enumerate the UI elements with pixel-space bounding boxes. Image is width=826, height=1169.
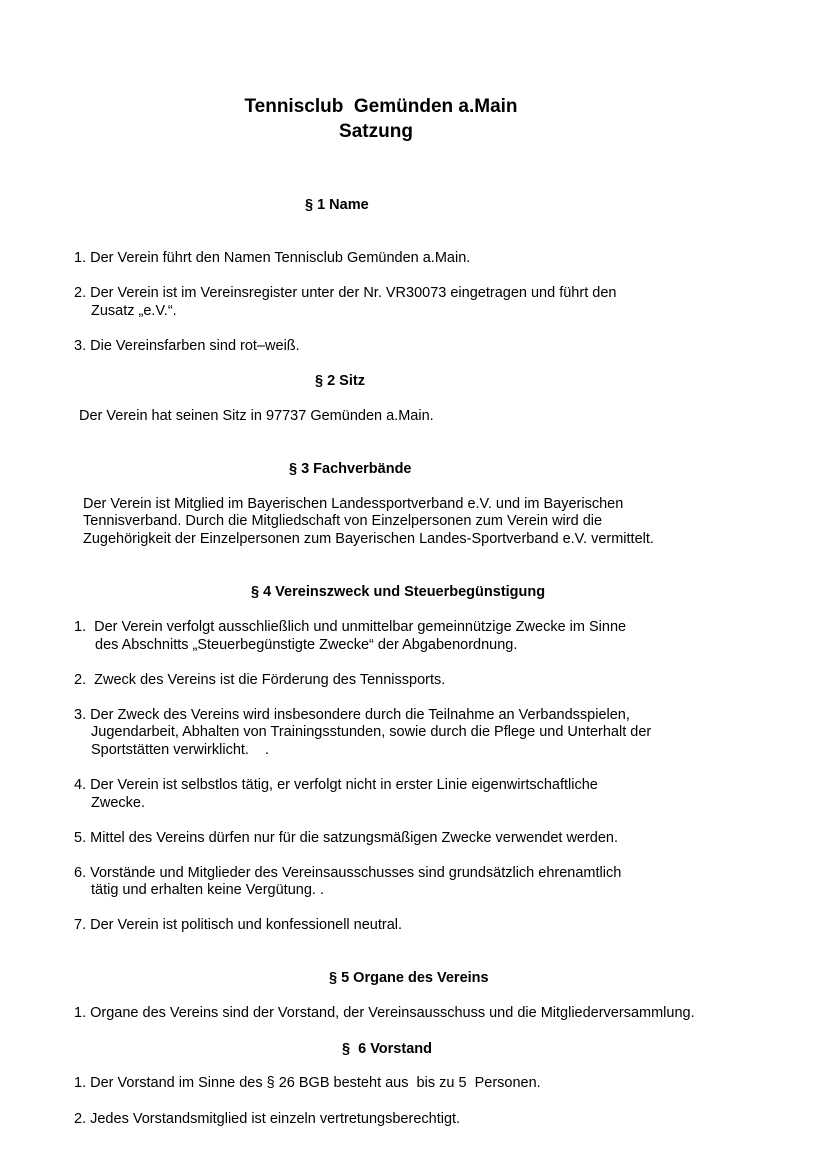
list-item: 3. Der Zweck des Vereins wird insbesondere durch die Teilnahme an Verbandsspielen, (74, 707, 630, 723)
list-item: 2. Jedes Vorstandsmitglied ist einzeln vertretungsberechtigt. (74, 1111, 461, 1127)
document-subtitle: Satzung (339, 121, 413, 142)
section-heading-5: § 5 Organe des Vereins (329, 970, 489, 986)
list-item-continuation: Zusatz „e.V.“. (91, 303, 177, 319)
list-item: 6. Vorstände und Mitglieder des Vereinsausschusses sind grundsätzlich ehrenamtlich (74, 865, 622, 881)
paragraph-line: Zugehörigkeit der Einzelpersonen zum Bayerischen Landes-Sportverband e.V. vermittelt. (83, 531, 654, 547)
list-item: 5. Mittel des Vereins dürfen nur für die satzungsmäßigen Zwecke verwendet werden. (74, 830, 619, 846)
section-heading-6: § 6 Vorstand (342, 1041, 432, 1057)
paragraph-line: Tennisverband. Durch die Mitgliedschaft von Einzelpersonen zum Verein wird die (83, 513, 603, 529)
list-item: 2. Zweck des Vereins ist die Förderung des Tennissports. (74, 672, 446, 688)
list-item-continuation: tätig und erhalten keine Vergütung. . (91, 882, 324, 898)
list-item: 1. Der Verein führt den Namen Tennisclub Gemünden a.Main. (74, 250, 471, 266)
list-item: 1. Der Vorstand im Sinne des § 26 BGB besteht aus bis zu 5 Personen. (74, 1075, 541, 1091)
list-item: 1. Der Verein verfolgt ausschließlich und unmittelbar gemeinnützige Zwecke im Sinne (74, 619, 627, 635)
section-heading-1: § 1 Name (305, 197, 369, 213)
section-heading-3: § 3 Fachverbände (289, 461, 412, 477)
list-item-continuation: Sportstätten verwirklicht. . (91, 742, 270, 758)
list-item: 7. Der Verein ist politisch und konfessionell neutral. (74, 917, 403, 933)
list-item-continuation: Jugendarbeit, Abhalten von Trainingsstunden, sowie durch die Pflege und Unterhalt der (91, 724, 652, 740)
paragraph: Der Verein hat seinen Sitz in 97737 Gemünden a.Main. (79, 408, 434, 424)
list-item-continuation: Zwecke. (91, 795, 145, 811)
list-item: 1. Organe des Vereins sind der Vorstand, der Vereinsausschuss und die Mitgliederversammlung. (74, 1005, 695, 1021)
paragraph-line: Der Verein ist Mitglied im Bayerischen Landessportverband e.V. und im Bayerischen (83, 496, 624, 512)
document-title: Tennisclub Gemünden a.Main (244, 96, 518, 117)
list-item: 4. Der Verein ist selbstlos tätig, er verfolgt nicht in erster Linie eigenwirtschaftliche (74, 777, 598, 793)
section-heading-2: § 2 Sitz (315, 373, 365, 389)
list-item: 2. Der Verein ist im Vereinsregister unter der Nr. VR30073 eingetragen und führt den (74, 285, 617, 301)
section-heading-4: § 4 Vereinszweck und Steuerbegünstigung (251, 584, 546, 600)
list-item: 3. Die Vereinsfarben sind rot–weiß. (74, 338, 300, 354)
list-item-continuation: des Abschnitts „Steuerbegünstigte Zwecke“ der Abgabenordnung. (95, 637, 518, 653)
